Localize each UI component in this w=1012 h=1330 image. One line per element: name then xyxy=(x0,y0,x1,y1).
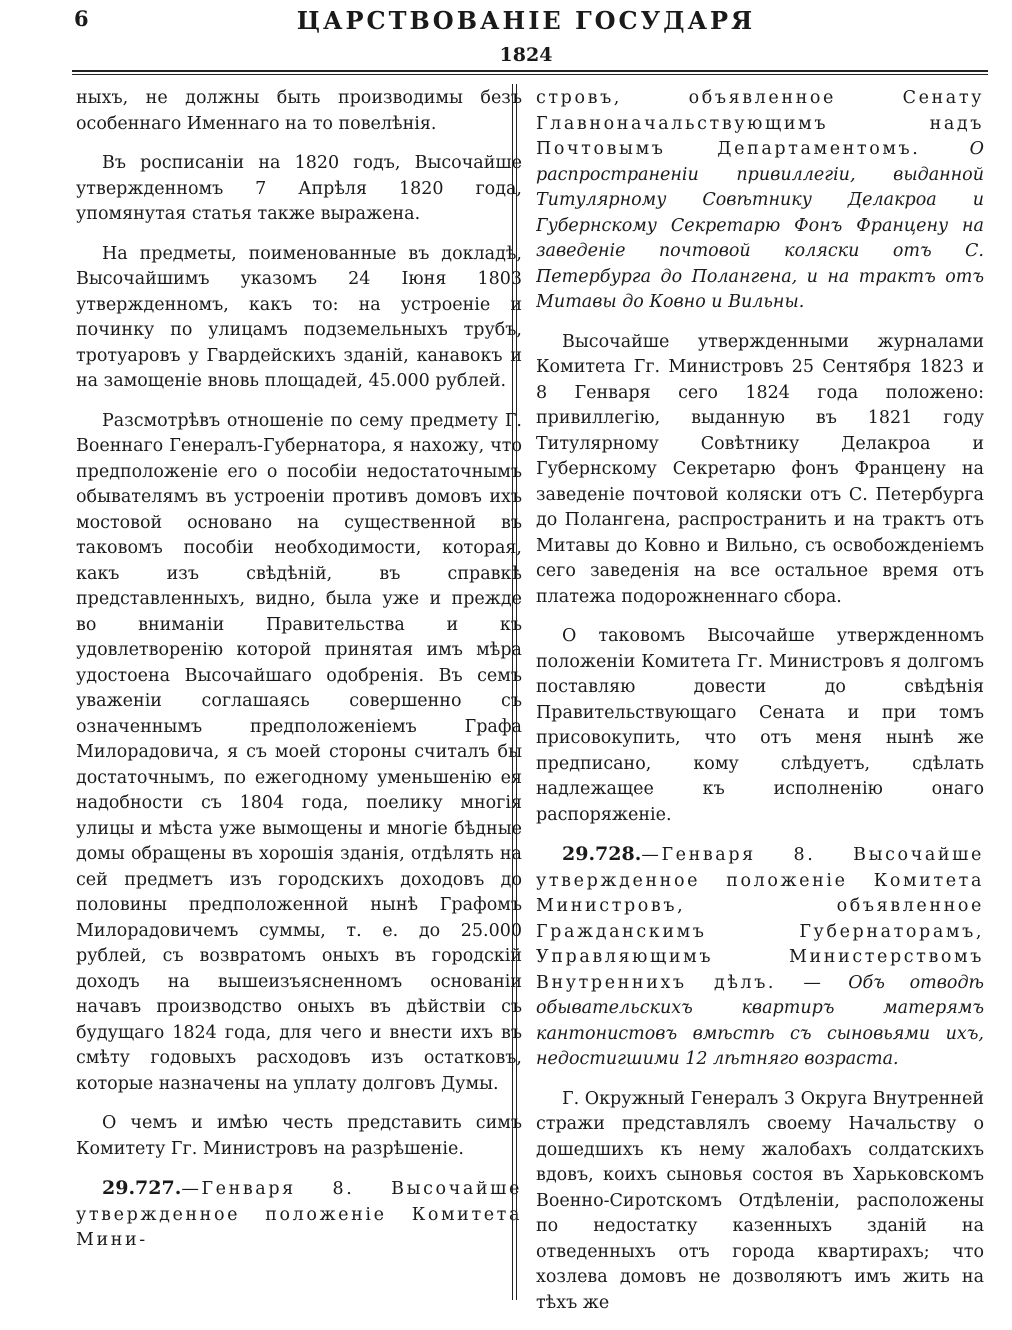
page-number: 6 xyxy=(74,6,89,31)
entry-heading: —Генваря 8. Высочайше утвержденное положеніе Комитета Мини- xyxy=(76,1179,522,1250)
entry-subject: Объ отводѣ обывательскихъ квартиръ матерямъ кантонистовъ вмѣстѣ съ сыновьями ихъ, недостигшими 12 лѣтняго возраста. xyxy=(536,972,984,1069)
header-rule-thin xyxy=(72,74,988,75)
entry-heading-cont xyxy=(536,86,984,316)
paragraph: Г. Окружный Генералъ 3 Округа Внутренней стражи представлялъ своему Начальству о дошедшихъ къ нему жалобахъ солдатскихъ вдовъ, коихъ сыновья состоя въ Харьковскомъ Военно-Сиротскомъ Отдѣленіи, расположены по недостатку казенныхъ зданій на отведенныхъ отъ города квартирахъ; что хозлева домовъ не дозволяютъ имъ жить на тѣхъ же xyxy=(536,1088,984,1313)
paragraph: На предметы, поименованные въ докладѣ, Высочайшимъ указомъ 24 Іюня 1803 утвержденномъ, какъ то: на устроеніе и починку по улицамъ подземельныхъ трубъ, тротуаровъ у Гвардейскихъ зданій, канавокъ и на замощеніе вновь площадей, 45.000 рублей. xyxy=(76,243,522,391)
left-column xyxy=(76,86,522,1268)
paragraph: О таковомъ Высочайше утвержденномъ положеніи Комитета Гг. Министровъ я долгомъ поставляю довести до свѣдѣнія Правительствующаго Сената и при томъ присовокупить, что отъ меня нынѣ же предписано, кому слѣдуетъ, сдѣлать надлежащее къ исполненію онаго распоряженіе. xyxy=(536,626,984,825)
entry-number: 29.727. xyxy=(102,1177,182,1199)
paragraph: Разсмотрѣвъ отношеніе по сему предмету Г. Военнаго Генералъ-Губернатора, я нахожу, что предположеніе его о пособіи недостаточнымъ обывателямъ въ устроеніи противъ домовъ ихъ мостовой основано на существенной въ таковомъ пособіи необходимости, которая, какъ изъ свѣдѣній, въ справкѣ представленныхъ, видно, была уже и прежде во вниманіи Правительства и къ удовлетворенію которой принятая имъ мѣра удостоена Высочайшаго одобренія. Въ семъ уваженіи соглашаясь совершенно съ означеннымъ предположеніемъ Графа Милорадовича, я съ моей стороны считалъ бы достаточнымъ, по ежегодному уменьшенію ея надобности съ 1804 года, поелику многія улицы и мѣста уже вымощены и многіе бѣдные домы обращены въ хорошія зданія, отдѣлять на сей предметъ изъ городскихъ доходовъ до половины предположенной нынѣ Графомъ Милорадовичемъ суммы, т. е. до 25.000 рублей, съ возвратомъ оныхъ въ городскій доходъ на вышеизъясненномъ основаніи начавъ производство оныхъ въ дѣйствіи съ будущаго 1824 года, для чего и внести ихъ въ смѣту годовыхъ расходовъ изъ остатковъ, которые назначены на уплату долговъ Думы. xyxy=(76,410,522,1094)
entry-29727 xyxy=(76,1176,522,1254)
entry-heading: —Генваря 8. Высочайше утвержденное положеніе Комитета Министровъ, объявленное Гражданскимъ Губернаторамъ, Управляющимъ Министерствомъ Внутреннихъ дѣлъ. — xyxy=(536,845,984,993)
year-heading: 1824 xyxy=(499,44,553,66)
column-divider xyxy=(512,84,517,1300)
paragraph: ныхъ, не должны быть производимы безъ особеннаго Именнаго на то повелѣнія. xyxy=(76,88,522,134)
entry-29728 xyxy=(536,842,984,1073)
right-column xyxy=(536,86,984,1330)
header-rule xyxy=(72,70,988,72)
paragraph: Высочайше утвержденными журналами Комитета Гг. Министровъ 25 Сентября 1823 и 8 Генваря сего 1824 года положено: привиллегію, выданную въ 1821 году Титулярному Совѣтнику Делакроа и Губернскому Секретарю фонъ Францену на заведеніе почтовой коляски отъ С. Петербурга до Полангена, распространить и на трактъ отъ Митавы до Ковно и Вильно, съ освобожденіемъ сего заведенія на все остальное время отъ платежа подорожненнаго сбора. xyxy=(536,331,984,607)
entry-subject: О распространеніи привиллегіи, выданной Титулярному Совѣтнику Делакроа и Губернскому Секретарю Фонъ Францену на заведеніе почтовой коляски отъ С. Петербурга до Полангена, и на трактъ отъ Митавы до Ковно и Вильны. xyxy=(536,139,984,312)
paragraph: О чемъ и имѣю честь представить симъ Комитету Гг. Министровъ на разрѣшеніе. xyxy=(76,1113,522,1159)
entry-number: 29.728. xyxy=(562,843,642,865)
page-title: ЦАРСТВОВАНІЕ ГОСУДАРЯ xyxy=(296,6,756,35)
paragraph: Въ росписаніи на 1820 годъ, Высочайше утвержденномъ 7 Апрѣля 1820 года, упомянутая статья также выражена. xyxy=(76,153,522,224)
entry-heading: стровъ, объявленное Сенату Главноначальствующимъ надъ Почтовымъ Департаментомъ. xyxy=(536,88,984,159)
